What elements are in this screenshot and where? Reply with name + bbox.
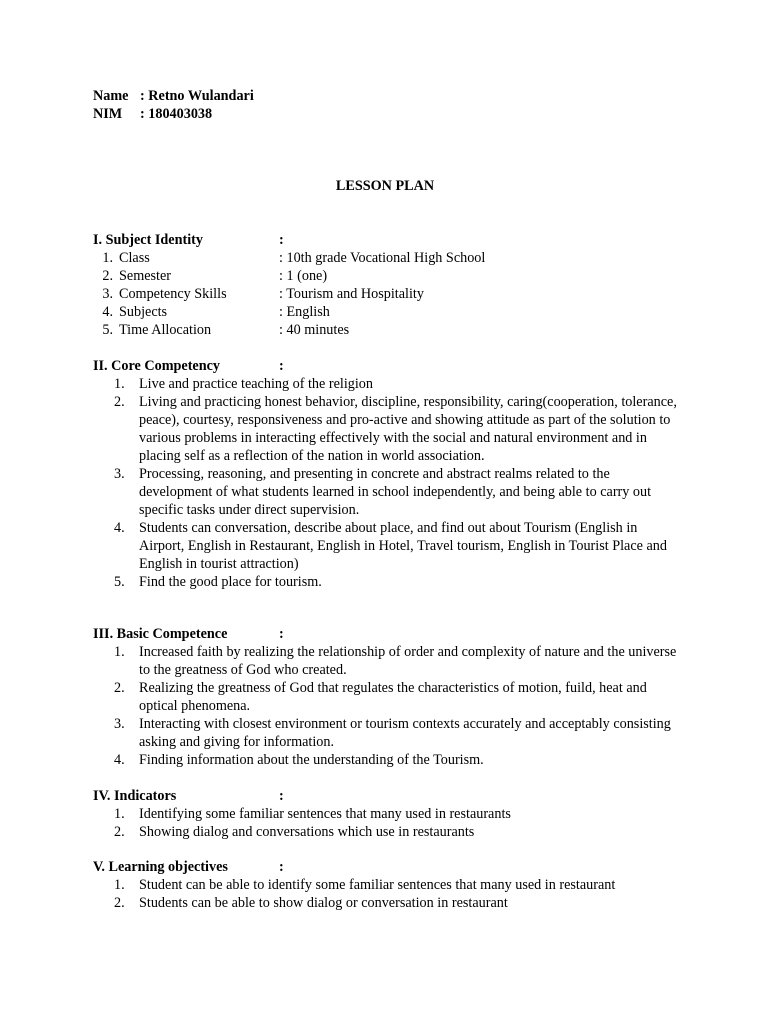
list-item [93,894,678,912]
section-heading [93,357,678,375]
list-item [93,393,678,465]
row-label: Semester [119,268,172,284]
item-number: 4. [114,520,125,536]
page-title-text: LESSON PLAN [335,178,435,194]
list-item [93,679,678,715]
row-value: : 40 minutes [279,322,350,338]
item-text: Students can conversation, describe about place, and find out about Tourism (English in Airport, English in Restaurant, English in Hotel, Travel tourism, English in Tourist Place and English in tourist attraction) [139,520,667,572]
section-learning-objectives [93,858,678,912]
item-text: Find the good place for tourism. [139,574,322,590]
identity-row-time-allocation [93,321,678,339]
list-item [93,573,678,591]
nim-value: : 180403038 [140,106,213,122]
section-title: II. Core Competency [93,358,221,374]
item-text: Finding information about the understanding of the Tourism. [139,752,484,768]
row-number: 5. [102,322,113,338]
list-item [93,643,678,679]
section-heading [93,625,678,643]
row-label: Time Allocation [119,322,212,338]
list-item [93,823,678,841]
item-text: Student can be able to identify some familiar sentences that many used in restaurant [139,877,616,893]
item-number: 2. [114,895,125,911]
section-subject-identity [93,231,678,339]
item-number: 2. [114,824,125,840]
student-header [93,87,254,123]
item-text: Realizing the greatness of God that regulates the characteristics of motion, fuild, heat and optical phenomena. [139,680,647,714]
row-number: 1. [102,250,113,266]
section-colon: : [279,232,284,248]
row-value: : 1 (one) [279,268,328,284]
item-text: Increased faith by realizing the relationship of order and complexity of nature and the universe to the greatness of God who created. [139,644,677,678]
identity-row-semester [93,267,678,285]
list-item [93,805,678,823]
row-value: : English [279,304,330,320]
list-item [93,375,678,393]
nim-row [93,105,254,123]
row-number: 2. [102,268,113,284]
section-basic-competence [93,625,678,769]
row-value: : Tourism and Hospitality [279,286,424,302]
identity-row-subjects [93,303,678,321]
item-text: Live and practice teaching of the religion [139,376,373,392]
name-row [93,87,254,105]
section-heading [93,858,678,876]
item-text: Showing dialog and conversations which use in restaurants [139,824,475,840]
identity-row-class [93,249,678,267]
item-number: 3. [114,466,125,482]
section-heading [93,787,678,805]
name-label: Name [93,88,129,104]
section-colon: : [279,859,284,875]
indicators-list [93,805,678,841]
section-title: I. Subject Identity [93,232,203,248]
item-text: Processing, reasoning, and presenting in concrete and abstract realms related to the development of what students learned in school independently, and being able to carry out specific tasks under direct supervision. [139,466,652,518]
section-heading [93,231,678,249]
item-text: Students can be able to show dialog or conversation in restaurant [139,895,508,911]
item-number: 2. [114,680,125,696]
list-item [93,876,678,894]
row-label: Subjects [119,304,168,320]
identity-row-competency-skills [93,285,678,303]
basic-competence-list [93,643,678,769]
item-number: 4. [114,752,125,768]
item-number: 1. [114,376,125,392]
item-number: 2. [114,394,125,410]
list-item [93,519,678,573]
core-competency-list [93,375,678,591]
section-indicators [93,787,678,841]
item-number: 5. [114,574,125,590]
row-number: 4. [102,304,113,320]
page-title [0,177,768,195]
section-colon: : [279,788,284,804]
item-text: Identifying some familiar sentences that many used in restaurants [139,806,511,822]
item-text: Interacting with closest environment or tourism contexts accurately and acceptably consisting asking and giving for information. [139,716,671,750]
section-title: IV. Indicators [93,788,177,804]
learning-objectives-list [93,876,678,912]
item-number: 1. [114,877,125,893]
item-text: Living and practicing honest behavior, discipline, responsibility, caring(cooperation, tolerance, peace), courtesy, responsiveness and pro-active and showing attitude as part of the solution to various problems in interacting effectively with the social and natural environment and in placing self as a reflection of the nation in world association. [139,394,677,464]
list-item [93,715,678,751]
list-item [93,751,678,769]
row-number: 3. [102,286,113,302]
section-title: V. Learning objectives [93,859,228,875]
section-title: III. Basic Competence [93,626,228,642]
name-value: : Retno Wulandari [140,88,254,104]
list-item [93,465,678,519]
row-label: Competency Skills [119,286,227,302]
row-value: : 10th grade Vocational High School [279,250,486,266]
nim-label: NIM [93,106,123,122]
section-core-competency [93,357,678,591]
row-label: Class [119,250,150,266]
item-number: 1. [114,806,125,822]
section-colon: : [279,358,284,374]
item-number: 1. [114,644,125,660]
section-colon: : [279,626,284,642]
item-number: 3. [114,716,125,732]
